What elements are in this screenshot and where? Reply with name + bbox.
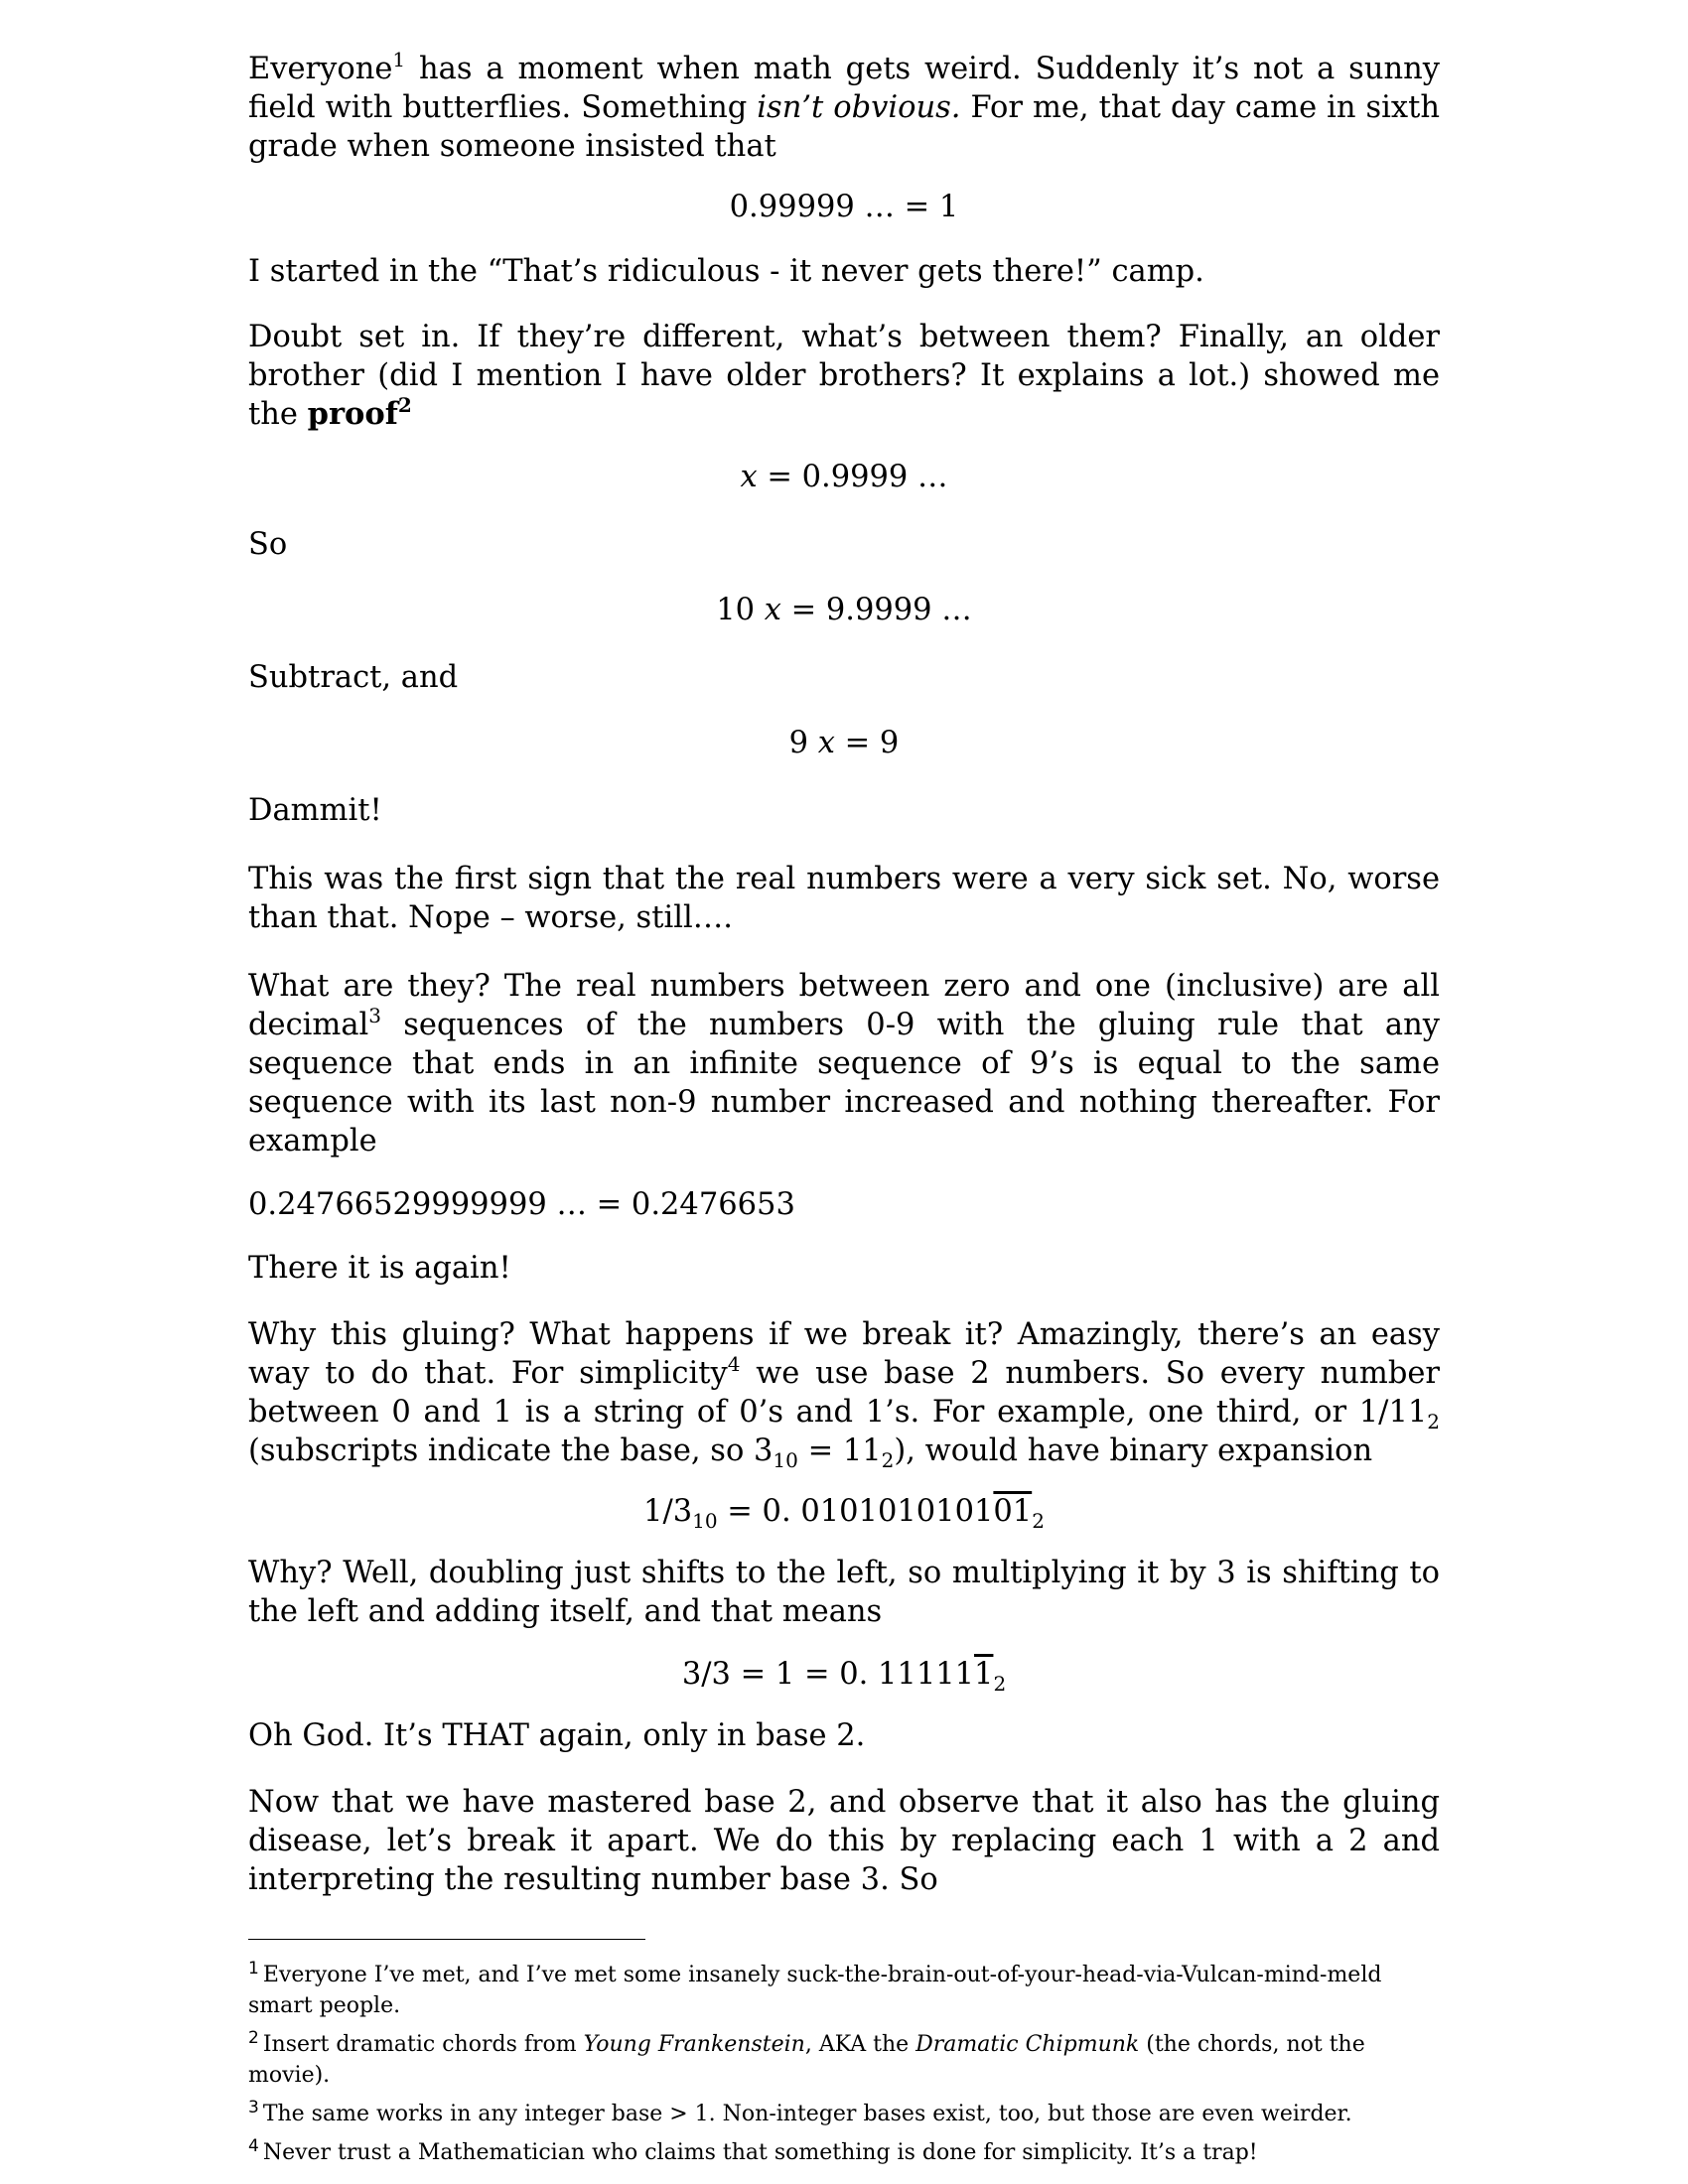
text: = 11: [797, 1433, 882, 1468]
repeating-digits: 1: [974, 1657, 994, 1692]
footnote-separator: [248, 1939, 645, 1940]
text: (subscripts indicate the base, so 3: [248, 1433, 774, 1468]
equation-10x: [248, 591, 1440, 630]
footnote-text: Insert dramatic chords from: [262, 2032, 584, 2057]
paragraph-doubling: Why? Well, doubling just shifts to the left, so multiplying it by 3 is shifting to the left and adding itself, and that means: [248, 1556, 1440, 1629]
emphasis-text: isn’t obvious.: [757, 90, 961, 125]
document-body: [248, 50, 1440, 1899]
footnotes-section: [248, 1939, 1440, 2176]
footnote-text: Never trust a Mathematician who claims that something is done for simplicity. It’s a trap!: [262, 2140, 1258, 2165]
equation-9x: [248, 724, 1440, 763]
footnote-number: 1: [248, 1959, 259, 1979]
text: Why this gluing? What happens if we break it? Amazingly, there’s an easy way to do that. For simplicity: [248, 1317, 1440, 1391]
equation-x-def: [248, 458, 1440, 497]
paragraph-why-gluing: [248, 1315, 1440, 1470]
footnote-4: [248, 2137, 1440, 2168]
text: Doubt set in. If they’re different, what’s between them? Finally, an older brother (did I mention I have older brothers? It explains a lot.) showed me the: [248, 320, 1440, 432]
subscript: 10: [773, 1448, 798, 1472]
bold-proof: proof: [307, 396, 398, 432]
paragraph-example-number: 0.24766529999999 … = 0.2476653: [248, 1187, 795, 1222]
emphasis-text: Dramatic Chipmunk: [915, 2032, 1140, 2057]
subscript: 2: [881, 1448, 895, 1472]
text: 1/3: [643, 1494, 693, 1529]
text: sequences of the numbers 0-9 with the gluing rule that any sequence that ends in an infinite sequence of 9’s is equal to the same sequence with its last non-9 number increased and nothing thereafter. For example: [248, 1008, 1440, 1159]
footnote-number: 2: [248, 2028, 259, 2048]
footnote-text: Everyone I’ve met, and I’ve met some insanely suck-the-brain-out-of-your-head-via-Vulcan-mind-meld smart people.: [248, 1963, 1382, 2018]
footnote-text: (the chords, not the movie).: [248, 2032, 1365, 2088]
text: we use base 2 numbers. So every number between 0 and 1 is a string of 0’s and 1’s. For example, one third, or 1/11: [248, 1356, 1440, 1430]
paragraph-oh-god: Oh God. It’s THAT again, only in base 2.: [248, 1718, 866, 1753]
footnote-ref-3: 3: [368, 1004, 382, 1027]
text: = 9: [834, 726, 900, 760]
footnote-number: 3: [248, 2098, 259, 2117]
text: has a moment when math gets weird. Suddenly it’s not a sunny field with butterflies. Something: [248, 52, 1440, 125]
text: For me, that day came in sixth grade when someone insisted that: [248, 90, 1441, 164]
variable-x: x: [764, 593, 781, 627]
paragraph-subtract: Subtract, and: [248, 660, 459, 695]
text: = 0.9999 …: [757, 460, 948, 494]
paragraph-dammit: Dammit!: [248, 793, 382, 828]
footnote-ref-4: 4: [727, 1352, 741, 1376]
paragraph-doubt: [248, 318, 1440, 434]
footnote-text: , AKA the: [804, 2032, 916, 2057]
paragraph-base-two: Now that we have mastered base 2, and observe that it also has the gluing disease, let’s break it apart. We do this by replacing each 1 with a 2 and interpreting the resulting number base 3. So: [248, 1785, 1440, 1897]
paragraph-what-are-they: [248, 967, 1440, 1160]
emphasis-text: Young Frankenstein: [583, 2032, 805, 2057]
text: Everyone: [248, 52, 393, 86]
variable-x: x: [817, 726, 835, 760]
text: What are they? The real numbers between zero and one (inclusive) are all decimal: [248, 969, 1440, 1042]
text: 9: [788, 726, 818, 760]
footnote-1: [248, 1960, 1440, 2021]
paragraph-there-it-is: There it is again!: [248, 1251, 511, 1286]
text: = 9.9999 …: [780, 593, 972, 627]
footnote-number: 4: [248, 2136, 259, 2156]
subscript: 10: [692, 1509, 718, 1533]
text: ), would have binary expansion: [894, 1433, 1373, 1468]
footnote-text: The same works in any integer base > 1. Non-integer bases exist, too, but those are even weirder.: [262, 2102, 1352, 2126]
equation-one-third: [248, 1492, 1440, 1532]
paragraph-so: So: [248, 527, 288, 562]
text: = 0. 0101010101: [717, 1494, 994, 1529]
variable-x: x: [740, 460, 758, 494]
subscript: 2: [1032, 1509, 1045, 1533]
paragraph-ridiculous: I started in the “That’s ridiculous - it never gets there!” camp.: [248, 254, 1204, 289]
text: 10: [716, 593, 765, 627]
equation-three-thirds: [248, 1655, 1440, 1695]
repeating-digits: 01: [993, 1494, 1033, 1529]
paragraph-sick-set: This was the first sign that the real numbers were a very sick set. No, worse than that. Nope – worse, still….: [248, 862, 1440, 935]
footnote-ref-1: 1: [392, 48, 406, 71]
footnote-ref-2: 2: [397, 393, 412, 417]
text: 3/3 = 1 = 0. 11111: [681, 1657, 975, 1692]
subscript: 2: [993, 1672, 1007, 1696]
equation-point-nines: 0.99999 … = 1: [729, 190, 959, 224]
subscript: 2: [1427, 1410, 1440, 1433]
paragraph-intro: [248, 50, 1440, 166]
footnote-2: [248, 2029, 1440, 2091]
footnote-3: [248, 2099, 1440, 2129]
